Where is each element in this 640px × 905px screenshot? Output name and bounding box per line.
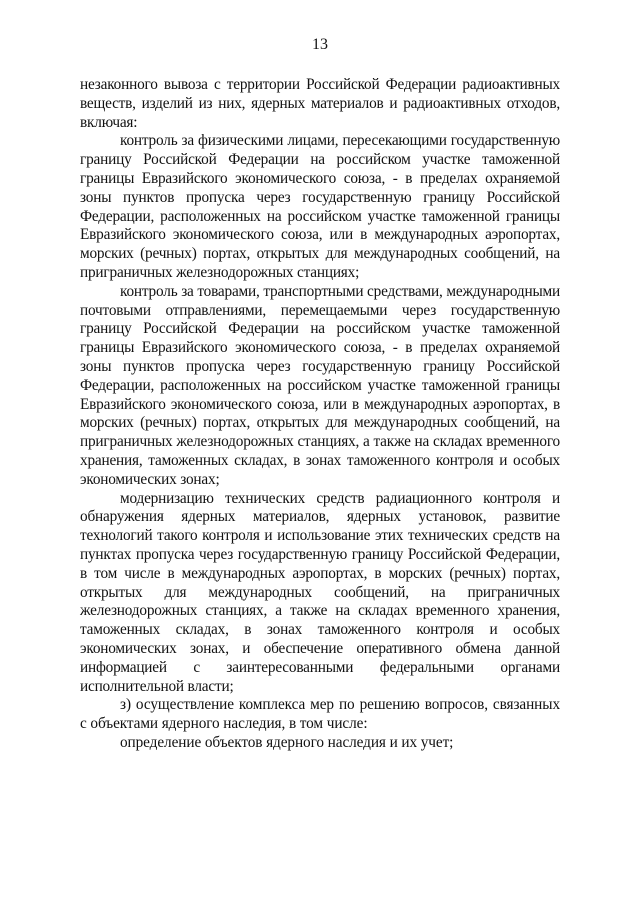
paragraph-control-of-goods: контроль за товарами, транспортными средствами, международными почтовыми отправлениями, перемещаемыми через государственную границу Российской Федерации на российском участке таможенной границы Евразийского экономического союза, - в пределах охраняемой зоны пунктов пропуска через государственную границу Российской Федерации, расположенных на российском участке таможенной границы Евразийского экономического союза, или в международных аэропортах, в морских (речных) портах, открытых для международных сообщений, на приграничных железнодорожных станциях, а также на складах временного хранения, таможенных складах, в зонах таможенного контроля и особых экономических зонах; xyxy=(80,282,560,488)
paragraph-control-of-individuals: контроль за физическими лицами, пересекающими государственную границу Российской Федерации на российском участке таможенной границы Евразийского экономического союза, - в пределах охраняемой зоны пунктов пропуска через государственную границу Российской Федерации, расположенных на российском участке таможенной границы Евразийского экономического союза, или в международных аэропортах, морских (речных) портах, открытых для международных сообщений, на приграничных железнодорожных станциях; xyxy=(80,132,560,281)
paragraph-illegal-export-continuation: незаконного вывоза с территории Российской Федерации радиоактивных веществ, изделий из них, ядерных материалов и радиоактивных отходов, включая: xyxy=(80,76,560,131)
page-number: 13 xyxy=(312,36,328,53)
document-body xyxy=(80,76,560,753)
paragraph-nuclear-legacy-measures: з) осуществление комплекса мер по решению вопросов, связанных с объектами ядерного наследия, в том числе: xyxy=(80,696,560,733)
paragraph-nuclear-legacy-identification: определение объектов ядерного наследия и их учет; xyxy=(120,733,454,751)
paragraph-modernization-of-control-equipment: модернизацию технических средств радиационного контроля и обнаружения ядерных материалов, ядерных установок, развитие технологий такого контроля и использование этих технических средств на пунктах пропуска через государственную границу Российской Федерации, в том числе в международных аэропортах, в морских (речных) портах, открытых для международных сообщений, на приграничных железнодорожных станциях, а также на складах временного хранения, таможенных складах, в зонах таможенного контроля и особых экономических зонах, и обеспечение оперативного обмена данной информацией с заинтересованными федеральными органами исполнительной власти; xyxy=(80,489,560,695)
